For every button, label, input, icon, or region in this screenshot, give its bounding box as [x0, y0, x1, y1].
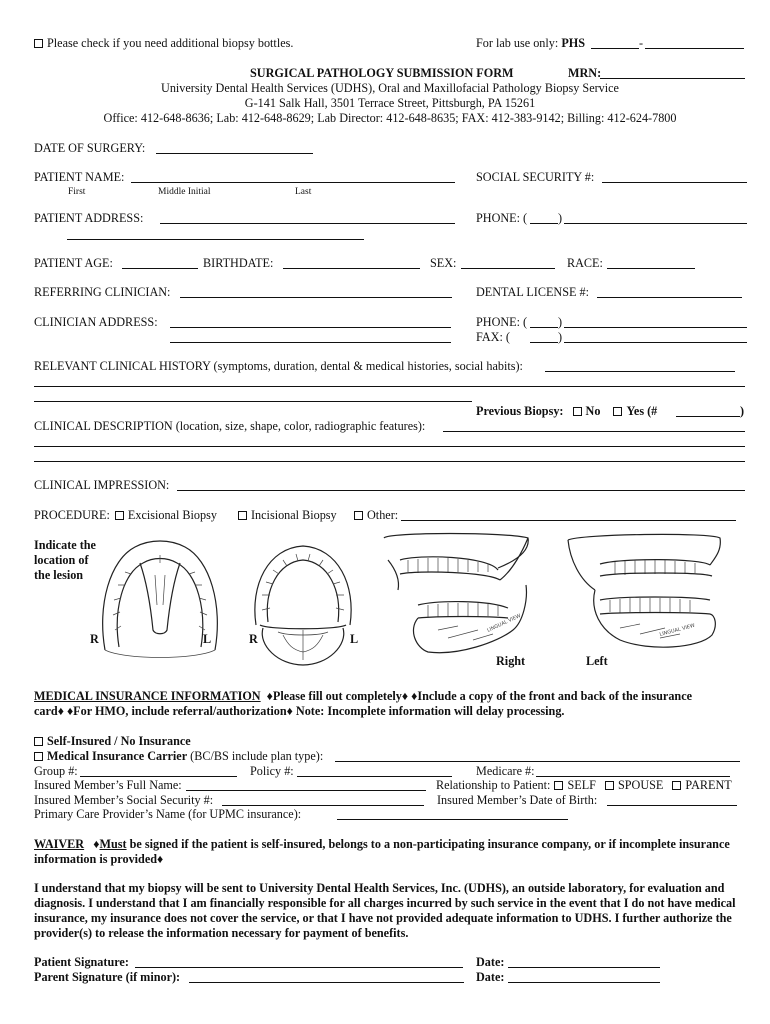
carrier-field[interactable] — [335, 761, 740, 762]
clinical-impression-label: CLINICAL IMPRESSION: — [34, 478, 170, 492]
clinical-description-field-3[interactable] — [34, 461, 745, 462]
relationship-self-checkbox[interactable] — [554, 781, 563, 790]
previous-biopsy-yes-checkbox[interactable] — [613, 407, 622, 416]
dental-license-label: DENTAL LICENSE #: — [476, 285, 589, 299]
procedure-other-option[interactable] — [354, 508, 398, 522]
right-side-view-text: LINGUAL VIEW — [486, 613, 522, 634]
ssn-label: SOCIAL SECURITY #: — [476, 170, 595, 184]
previous-biopsy-yes-close: ) — [740, 404, 745, 418]
name-last-caption: Last — [295, 187, 312, 197]
relationship-spouse-option[interactable] — [605, 778, 663, 792]
left-side-jaw-diagram[interactable] — [560, 530, 725, 658]
pcp-label: Primary Care Provider’s Name (for UPMC insurance): — [34, 807, 302, 821]
insurance-note-row-1 — [34, 689, 692, 703]
procedure-excisional-option[interactable] — [115, 508, 217, 522]
member-ssn-label: Insured Member’s Social Security #: — [34, 793, 214, 807]
patient-phone-label: PHONE: ( — [476, 211, 528, 225]
lower-arch-right-label: R — [90, 632, 99, 646]
org-line: University Dental Health Services (UDHS), Oral and Maxillofacial Pathology Biopsy Service — [161, 81, 619, 95]
insurance-note-2: card♦ ♦For HMO, include referral/authorization♦ Note: Incomplete information will delay processing. — [34, 704, 565, 718]
clinical-description-field-2[interactable] — [34, 446, 745, 447]
left-side-view-text: LINGUAL VIEW — [658, 622, 696, 638]
patient-phone-area[interactable] — [530, 223, 558, 224]
carrier-label: Medical Insurance Carrier — [47, 749, 188, 763]
clinical-history-field-3[interactable] — [34, 401, 472, 402]
group-label: Group #: — [34, 764, 78, 778]
patient-address-field-2[interactable] — [67, 239, 364, 240]
procedure-excisional-checkbox[interactable] — [115, 511, 124, 520]
patient-name-label: PATIENT NAME: — [34, 170, 125, 184]
member-dob-field[interactable] — [607, 805, 737, 806]
left-side-label: Left — [586, 654, 608, 668]
clinician-phone-field[interactable] — [564, 327, 747, 328]
bottles-checkbox[interactable] — [34, 39, 43, 48]
lab-use-dash: - — [639, 36, 644, 50]
sex-label: SEX: — [430, 256, 457, 270]
patient-phone-close: ) — [558, 211, 563, 225]
previous-biopsy-label: Previous Biopsy: — [476, 404, 564, 418]
right-side-jaw-diagram[interactable] — [378, 530, 538, 658]
insurance-note-1: ♦Please fill out completely♦ ♦Include a copy of the front and back of the insurance — [266, 689, 693, 703]
patient-signature-field[interactable] — [135, 967, 463, 968]
lab-use-code: PHS — [561, 36, 586, 50]
waiver-must-marker: ♦ — [93, 837, 100, 851]
waiver-statement: I understand that my biopsy will be sent to University Dental Health Services, Inc. (UDHS), an outside laboratory, for evaluation and diagnosis. I understand that I am financially responsible for all charges incurred by such service in the event that I do not have medical insurance, my insurance does not cover the service, or that I have not provided adequate information to UDHS. I further authorize the provider(s) to release the information necessary for payment of benefits. — [34, 881, 736, 940]
medicare-field[interactable] — [536, 776, 730, 777]
patient-phone-field[interactable] — [564, 223, 747, 224]
patient-signature-label: Patient Signature: — [34, 955, 129, 969]
patient-name-field[interactable] — [131, 182, 455, 183]
upper-arch-left-label: L — [350, 632, 359, 646]
procedure-incisional-label: Incisional Biopsy — [251, 508, 337, 522]
sex-field[interactable] — [461, 268, 555, 269]
name-first-caption: First — [68, 187, 86, 197]
patient-age-label: PATIENT AGE: — [34, 256, 113, 270]
parent-signature-field[interactable] — [189, 982, 464, 983]
previous-biopsy-yes-option[interactable] — [613, 404, 657, 418]
race-label: RACE: — [567, 256, 603, 270]
member-name-label: Insured Member’s Full Name: — [34, 778, 182, 792]
date-of-surgery-label: DATE OF SURGERY: — [34, 141, 146, 155]
procedure-label: PROCEDURE: — [34, 508, 110, 522]
address-line: G-141 Salk Hall, 3501 Terrace Street, Pittsburgh, PA 15261 — [244, 96, 536, 110]
policy-label: Policy #: — [250, 764, 294, 778]
dental-license-field[interactable] — [597, 297, 742, 298]
patient-address-label: PATIENT ADDRESS: — [34, 211, 144, 225]
procedure-other-field[interactable] — [401, 520, 736, 521]
parent-signature-label: Parent Signature (if minor): — [34, 970, 181, 984]
relationship-spouse-label: SPOUSE — [617, 778, 664, 792]
carrier-note: (BC/BS include plan type): — [190, 749, 324, 763]
medicare-label: Medicare #: — [476, 764, 535, 778]
lower-arch-left-label: L — [203, 632, 212, 646]
clinician-address-field-1[interactable] — [170, 327, 451, 328]
birthdate-label: BIRTHDATE: — [203, 256, 274, 270]
previous-biopsy-row — [476, 404, 657, 418]
contact-line: Office: 412-648-8636; Lab: 412-648-8629; Lab Director: 412-648-8635; FAX: 412-383-9142; Billing: 412-624-7800 — [103, 111, 677, 125]
previous-biopsy-yes-label: Yes (# — [626, 404, 658, 418]
relationship-spouse-checkbox[interactable] — [605, 781, 614, 790]
upper-arch-right-label: R — [249, 632, 258, 646]
patient-age-field[interactable] — [122, 268, 198, 269]
patient-date-label: Date: — [476, 955, 505, 969]
self-insured-option[interactable] — [34, 734, 191, 748]
clinician-address-field-2[interactable] — [170, 342, 451, 343]
self-insured-label: Self-Insured / No Insurance — [47, 734, 191, 748]
upper-arch-diagram[interactable] — [248, 540, 358, 668]
name-middle-caption: Middle Initial — [158, 187, 211, 197]
clinical-history-field-2[interactable] — [34, 386, 745, 387]
clinician-phone-close: ) — [558, 315, 563, 329]
previous-biopsy-number-field[interactable] — [676, 416, 740, 417]
patient-date-field[interactable] — [508, 967, 660, 968]
parent-date-label: Date: — [476, 970, 505, 984]
mrn-field[interactable] — [600, 78, 745, 79]
procedure-incisional-checkbox[interactable] — [238, 511, 247, 520]
lesion-instruction — [34, 538, 96, 583]
lesion-instruction-line-3: the lesion — [34, 568, 84, 582]
clinical-history-field-1[interactable] — [545, 371, 735, 372]
member-name-field[interactable] — [186, 790, 426, 791]
procedure-row — [34, 508, 217, 522]
clinician-phone-area[interactable] — [530, 327, 558, 328]
race-field[interactable] — [607, 268, 695, 269]
previous-biopsy-no-checkbox[interactable] — [573, 407, 582, 416]
lab-use-field-2[interactable] — [645, 48, 744, 49]
bottles-checkbox-label: Please check if you need additional biopsy bottles. — [47, 36, 294, 50]
relationship-label: Relationship to Patient: — [436, 778, 551, 792]
group-field[interactable] — [80, 776, 237, 777]
clinical-impression-field[interactable] — [177, 490, 745, 491]
member-dob-label: Insured Member’s Date of Birth: — [437, 793, 598, 807]
clinician-fax-label: FAX: ( — [476, 330, 510, 344]
clinician-fax-close: ) — [558, 330, 563, 344]
referring-clinician-label: REFERRING CLINICIAN: — [34, 285, 171, 299]
carrier-option[interactable] — [34, 749, 323, 763]
waiver-notice — [34, 837, 744, 867]
relationship-self-option[interactable] — [554, 778, 595, 792]
relationship-parent-checkbox[interactable] — [672, 781, 681, 790]
ssn-field[interactable] — [602, 182, 747, 183]
member-ssn-field[interactable] — [222, 805, 424, 806]
lab-use-label: For lab use only: — [476, 36, 559, 50]
birthdate-field[interactable] — [283, 268, 420, 269]
clinician-fax-field[interactable] — [564, 342, 747, 343]
patient-address-field-1[interactable] — [160, 223, 455, 224]
clinical-description-label: CLINICAL DESCRIPTION (location, size, shape, color, radiographic features): — [34, 419, 426, 433]
mrn-label: MRN: — [568, 66, 602, 80]
lab-use-field-1[interactable] — [591, 48, 639, 49]
relationship-row — [436, 778, 732, 792]
procedure-incisional-option[interactable] — [238, 508, 337, 522]
waiver-must: Must — [99, 837, 127, 851]
procedure-other-checkbox[interactable] — [354, 511, 363, 520]
form-title: SURGICAL PATHOLOGY SUBMISSION FORM — [250, 66, 514, 80]
clinical-history-label: RELEVANT CLINICAL HISTORY (symptoms, duration, dental & medical histories, social habits): — [34, 359, 523, 373]
clinical-description-field-1[interactable] — [443, 431, 745, 432]
waiver-text: be signed if the patient is self-insured, belongs to a non-participating insurance company, or if incomplete insurance information is provided♦ — [34, 837, 730, 866]
carrier-checkbox[interactable] — [34, 752, 43, 761]
relationship-self-label: SELF — [567, 778, 596, 792]
referring-clinician-field[interactable] — [180, 297, 452, 298]
pcp-field[interactable] — [337, 819, 568, 820]
lesion-instruction-line-2: location of — [34, 553, 89, 567]
clinician-address-label: CLINICIAN ADDRESS: — [34, 315, 158, 329]
previous-biopsy-no-option[interactable] — [573, 404, 601, 418]
procedure-excisional-label: Excisional Biopsy — [127, 508, 217, 522]
insurance-heading: MEDICAL INSURANCE INFORMATION — [34, 689, 261, 703]
lab-use-row — [476, 36, 585, 50]
procedure-other-label: Other: — [367, 508, 399, 522]
parent-date-field[interactable] — [508, 982, 660, 983]
waiver-heading: WAIVER — [34, 837, 85, 851]
policy-field[interactable] — [297, 776, 452, 777]
relationship-parent-label: PARENT — [685, 778, 732, 792]
lesion-instruction-line-1: Indicate the — [34, 538, 96, 552]
bottles-checkbox-row[interactable] — [34, 36, 293, 50]
date-of-surgery-field[interactable] — [156, 153, 313, 154]
clinician-phone-label: PHONE: ( — [476, 315, 528, 329]
self-insured-checkbox[interactable] — [34, 737, 43, 746]
clinician-fax-area[interactable] — [530, 342, 558, 343]
right-side-label: Right — [496, 654, 526, 668]
relationship-parent-option[interactable] — [672, 778, 731, 792]
previous-biopsy-no-label: No — [585, 404, 601, 418]
